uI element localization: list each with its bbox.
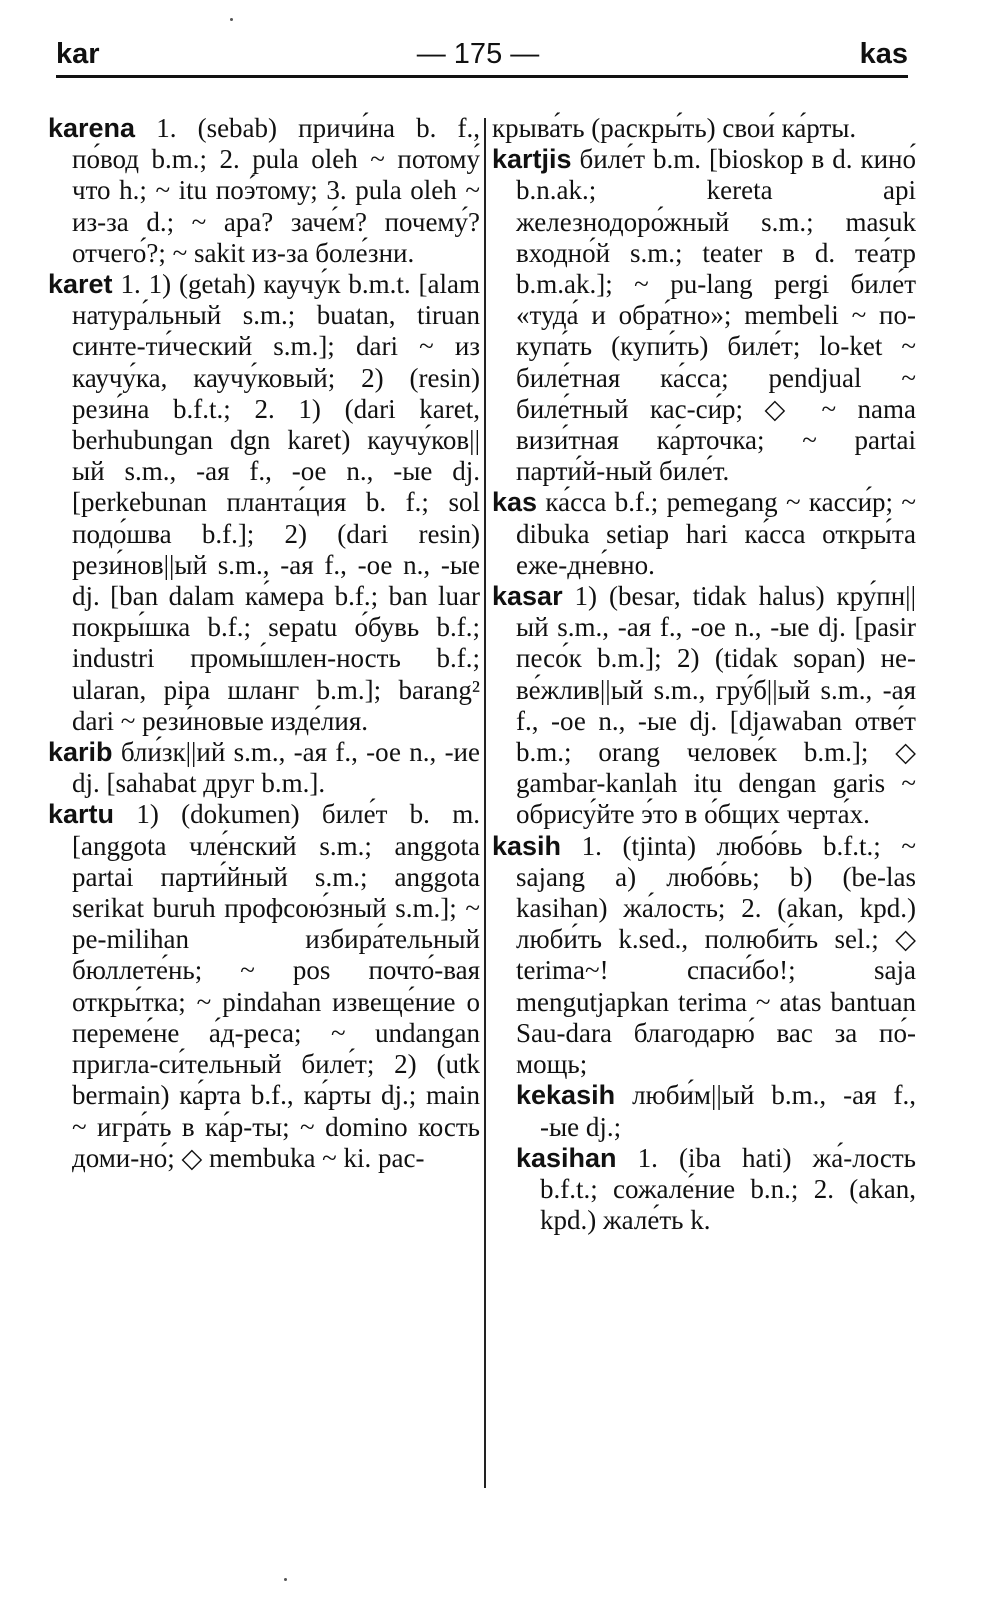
page-number: — 175 — <box>416 38 540 70</box>
dictionary-entry <box>492 113 916 144</box>
entry-text: биле́т b.m. [bioskop в d. кино́ b.n.ak.; kereta api железнодоро́жный s.m.; masuk входно́й s.m.; teater в d. теа́тр b.m.ak.]; ~ pu-lang pergi биле́т «туда́ и обра́тно»; membeli ~ по-купа́ть (купи́ть) биле́т; lo-ket ~ биле́тная ка́сса; pendjual ~ биле́тный кас-си́р; ◇ ~ nama визи́тная ка́рточка; ~ partai парти́й-ный биле́т. <box>516 144 916 487</box>
dictionary-entry <box>48 113 480 269</box>
entry-headword: kasih <box>492 830 562 861</box>
entry-text: ка́сса b.f.; pemegang ~ касси́р; ~ dibuka setiap hari ка́сса откры́та еже-дне́вно. <box>516 487 916 580</box>
page-header <box>48 38 908 78</box>
entry-headword: kartjis <box>492 144 572 175</box>
entry-text: люби́м||ый b.m., -ая f., -ые dj.; <box>540 1080 916 1142</box>
entry-text: 1. (sebab) причи́на b. f., по́вод b.m.; 2. pula oleh ~ потому́ что h.; ~ itu поэ́тому; 3. pula oleh ~ из-за d.; ~ apa? заче́м? почему́? отчего́?; ~ sakit из-за боле́зни. <box>72 113 480 268</box>
entry-text: 1. (iba hati) жа́-лость b.f.t.; сожале́ние b.n.; 2. (akan, kpd.) жале́ть k. <box>540 1142 916 1236</box>
dictionary-entry <box>48 269 480 737</box>
entry-headword: karib <box>48 737 113 768</box>
entry-headword: kasar <box>492 581 563 612</box>
entry-text: бли́зк||ий s.m., -ая f., -ое n., -ие dj. [sahabat друг b.m.]. <box>72 737 480 799</box>
entry-headword: karet <box>48 269 113 300</box>
dictionary-entry <box>48 737 480 799</box>
left-column <box>48 113 480 1174</box>
entry-text: 1) (dokumen) биле́т b. m. [anggota чле́нский s.m.; anggota partai парти́йный s.m.; anggota serikat buruh профсою́зный s.m.]; ~ pe-milihan избира́тельный бюллете́нь; ~ pos почто́-вая откры́тка; ~ pindahan извеще́ние о переме́не а́д-реса; ~ undangan пригла-си́тельный биле́т; 2) (utk bermain) ка́рта b.f., ка́рты dj.; main ~ игра́ть в ка́р-ты; ~ domino кость доми-но́; ◇ membuka ~ ki. рас- <box>72 799 480 1173</box>
print-speck <box>284 1578 287 1581</box>
right-column <box>492 113 916 1236</box>
header-rule <box>56 75 908 78</box>
entry-headword: kas <box>492 487 538 518</box>
entry-text: крыва́ть (раскры́ть) свои́ ка́рты. <box>492 113 857 143</box>
dictionary-entry <box>492 144 916 487</box>
entry-text: 1) (besar, tidak halus) кру́пн||ый s.m., -ая f., -ое n., -ые dj. [pasir песо́к b.m.]; 2) (tidak sopan) не-ве́жлив||ый s.m., гру́б||ый s.m., -ая f., -ое n., -ые dj. [djawaban отве́т b.m.; orang челове́к b.m.]; ◇ gambar-kanlah itu dengan garis ~ обрису́йте э́то в о́бщих черта́х. <box>516 581 916 830</box>
print-speck <box>230 18 233 21</box>
entry-text: 1. 1) (getah) каучу́к b.m.t. [alam натура́льный s.m.; buatan, tiruan синте-ти́ческий s.m.]; dari ~ из каучу́ка, каучу́ковый; 2) (resin) рези́на b.f.t.; 2. 1) (dari karet, berhubungan dgn karet) каучу́ков||ый s.m., -ая f., -ое n., -ые dj. [perkebunan планта́ция b. f.; sol подо́шва b.f.]; 2) (dari resin) рези́нов||ый s.m., -ая f., -ое n., -ые dj. [ban dalam ка́мера b.f.; ban luar покры́шка b.f.; sepatu о́бувь b.f.; industri промы́шлен-ность b.f.; ularan, pipa шланг b.m.]; barang² dari ~ рези́новые изде́лия. <box>72 269 480 736</box>
entry-headword: kasihan <box>516 1142 617 1173</box>
column-divider <box>484 118 486 1488</box>
dictionary-entry <box>516 1143 916 1237</box>
dictionary-entry <box>516 1080 916 1142</box>
dictionary-entry <box>492 581 916 831</box>
dictionary-entry <box>48 799 480 1173</box>
dictionary-entry <box>492 831 916 1081</box>
dictionary-entry <box>492 487 916 581</box>
entry-headword: kekasih <box>516 1080 616 1111</box>
guide-word-right: kas <box>859 38 908 70</box>
guide-word-left: kar <box>56 38 100 70</box>
entry-text: 1. (tjinta) любо́вь b.f.t.; ~ sajang a) любо́вь; b) (be-las kasihan) жа́лость; 2. (akan, kpd.) люби́ть k.sed., полюби́ть sel.; ◇ terima~! спаси́бо!; saja mengutjapkan terima ~ atas bantuan Sau-dara благодарю́ вас за по́-мощь; <box>516 830 916 1080</box>
entry-headword: kartu <box>48 799 115 830</box>
entry-headword: karena <box>48 113 136 143</box>
